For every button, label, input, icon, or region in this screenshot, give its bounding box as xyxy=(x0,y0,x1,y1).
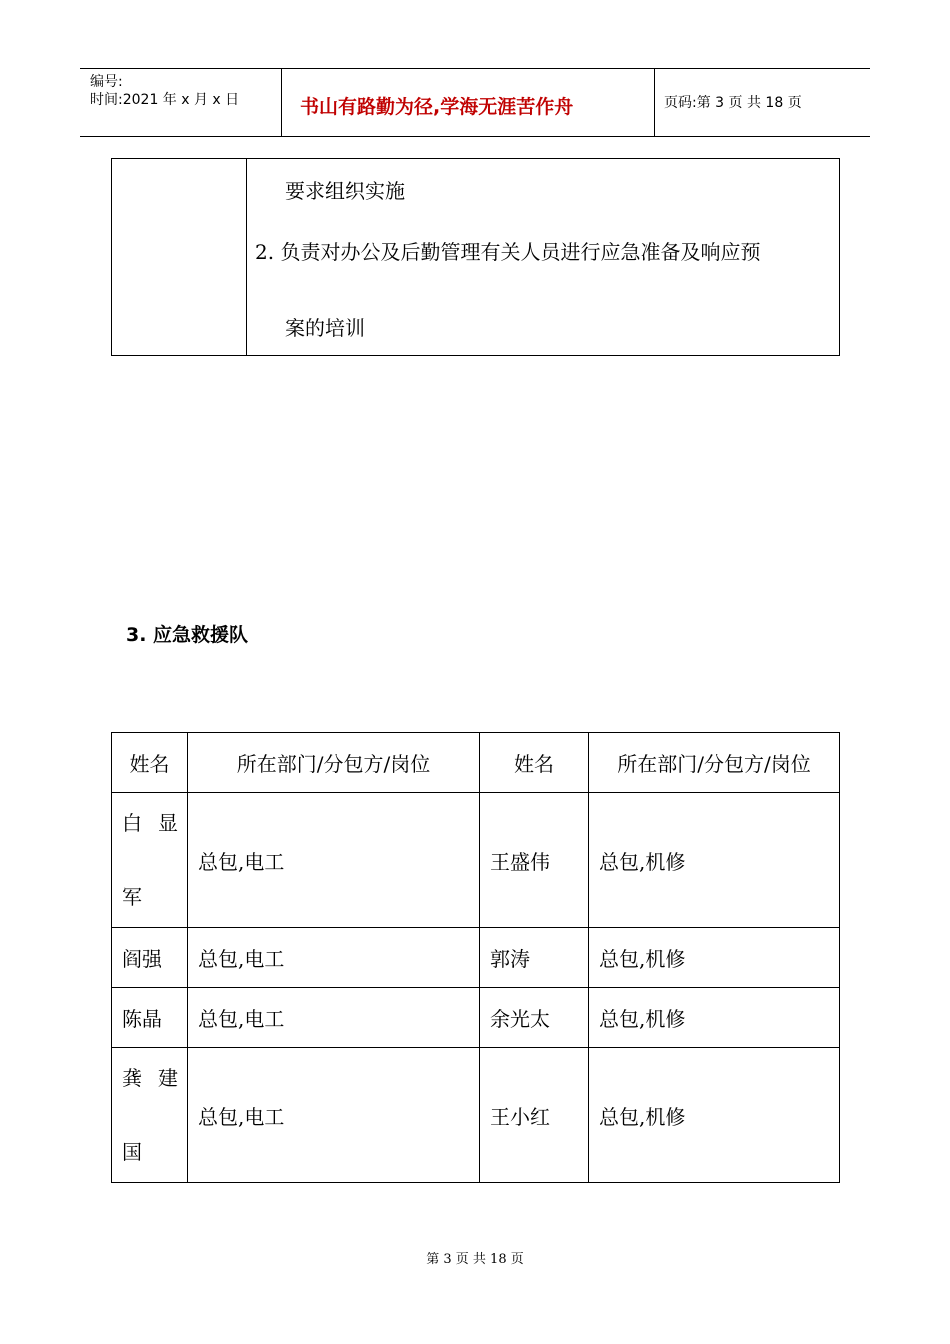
member-dept-cell: 总包,机修 xyxy=(589,1048,840,1183)
duty-line: 要求组织实施 xyxy=(285,179,405,203)
member-name-cell: 王盛伟 xyxy=(480,793,589,928)
member-name-cell: 郭涛 xyxy=(480,928,589,988)
member-name-cell xyxy=(112,793,194,928)
member-name-cell xyxy=(112,1048,194,1183)
header-bottom-rule xyxy=(80,136,870,137)
table-row xyxy=(112,793,840,928)
member-dept-cell: 总包,机修 xyxy=(589,793,840,928)
duty-role-cell xyxy=(112,159,247,356)
member-dept-cell: 总包,机修 xyxy=(589,928,840,988)
table-row xyxy=(112,1048,840,1183)
member-name: 军 xyxy=(122,885,142,909)
duty-line: 2. 负责对办公及后勤管理有关人员进行应急准备及响应预 xyxy=(255,240,761,264)
member-dept-cell: 总包,电工 xyxy=(188,928,480,988)
member-dept-cell: 总包,电工 xyxy=(188,793,480,928)
column-header: 姓名 xyxy=(480,733,589,793)
member-name-cell: 阎强 xyxy=(112,928,188,988)
header-divider xyxy=(281,68,282,136)
member-name-cell: 王小红 xyxy=(480,1048,589,1183)
header-divider xyxy=(654,68,655,136)
header-top-rule xyxy=(80,68,870,69)
column-header: 所在部门/分包方/岗位 xyxy=(188,733,480,793)
table-row xyxy=(112,928,840,988)
member-name: 白显 xyxy=(122,811,194,835)
table-header-row xyxy=(112,733,840,793)
member-name: 国 xyxy=(122,1140,142,1164)
duty-table xyxy=(111,158,840,356)
duty-content-cell xyxy=(247,159,840,356)
table-row xyxy=(112,988,840,1048)
member-dept-cell: 总包,电工 xyxy=(188,1048,480,1183)
member-dept-cell: 总包,机修 xyxy=(589,988,840,1048)
duty-line: 案的培训 xyxy=(285,316,365,340)
member-name-cell: 余光太 xyxy=(480,988,589,1048)
document-time: 时间:2021 年 x 月 x 日 xyxy=(90,92,240,108)
member-name-cell: 陈晶 xyxy=(112,988,188,1048)
emergency-team-table xyxy=(111,732,840,1183)
header-motto: 书山有路勤为径,学海无涯苦作舟 xyxy=(300,96,574,118)
document-number-label: 编号: xyxy=(90,74,123,90)
member-dept-cell: 总包,电工 xyxy=(188,988,480,1048)
column-header: 姓名 xyxy=(112,733,188,793)
header-page-info: 页码:第 3 页 共 18 页 xyxy=(664,95,802,111)
member-name: 龚建 xyxy=(122,1066,194,1090)
page-footer: 第 3 页 共 18 页 xyxy=(426,1252,524,1267)
section-title: 3. 应急救援队 xyxy=(126,624,249,646)
column-header: 所在部门/分包方/岗位 xyxy=(589,733,840,793)
